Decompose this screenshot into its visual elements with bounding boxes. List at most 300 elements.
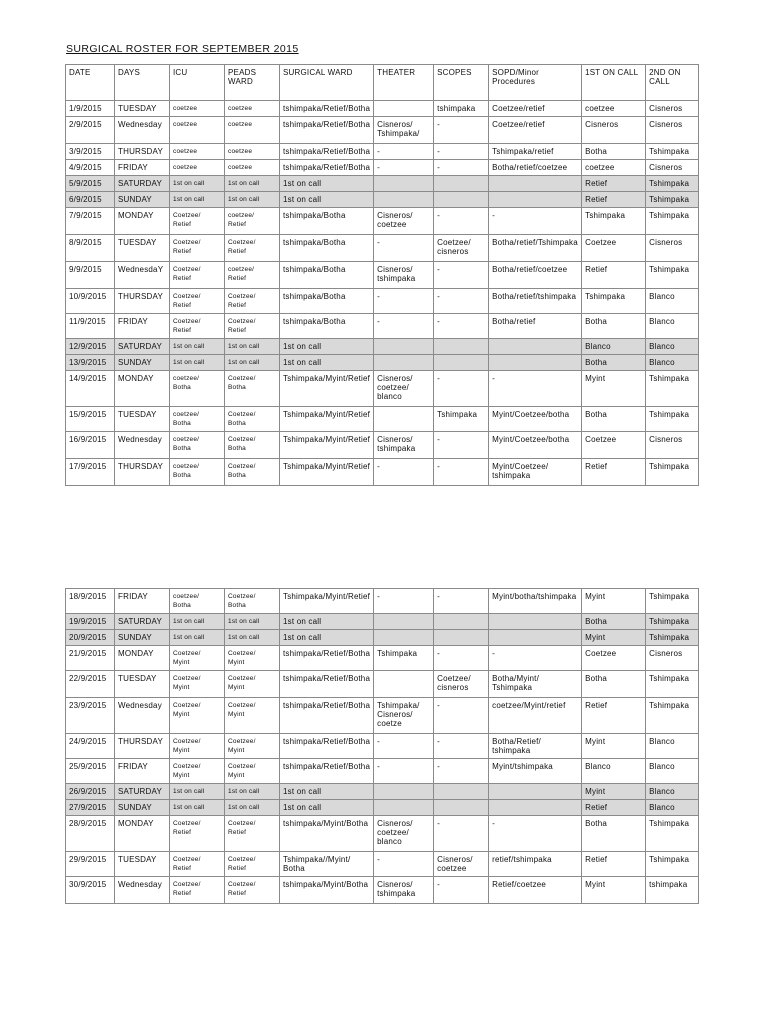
cell-icu: coetzee/ Botha	[170, 407, 225, 432]
table-row	[66, 371, 699, 407]
table-row	[66, 262, 699, 289]
cell-icu: Coetzee/ Retief	[170, 289, 225, 314]
cell-peads-ward: Coetzee/ Botha	[225, 432, 280, 459]
cell-icu: coetzee/ Botha	[170, 459, 225, 486]
cell-surgical-ward: tshimpaka/Botha	[280, 262, 374, 289]
cell-surgical-ward: tshimpaka/Botha	[280, 289, 374, 314]
cell-icu: coetzee	[170, 144, 225, 160]
table-row	[66, 759, 699, 784]
cell-theater: Cisneros/ tshimpaka	[374, 432, 434, 459]
cell-theater: Cisneros/ tshimpaka	[374, 262, 434, 289]
table-row	[66, 355, 699, 371]
cell-theater	[374, 671, 434, 698]
table-row	[66, 734, 699, 759]
cell-first-on-call: Botha	[582, 816, 646, 852]
cell-surgical-ward: 1st on call	[280, 176, 374, 192]
cell-icu: Coetzee/ Myint	[170, 698, 225, 734]
table-row	[66, 630, 699, 646]
cell-scopes: -	[434, 314, 489, 339]
cell-peads-ward: Coetzee/ Myint	[225, 734, 280, 759]
cell-first-on-call: Retief	[582, 192, 646, 208]
cell-day: SATURDAY	[115, 176, 170, 192]
cell-icu: 1st on call	[170, 630, 225, 646]
cell-peads-ward: 1st on call	[225, 176, 280, 192]
cell-scopes: -	[434, 759, 489, 784]
cell-day: MONDAY	[115, 371, 170, 407]
cell-scopes	[434, 355, 489, 371]
cell-scopes: -	[434, 432, 489, 459]
cell-scopes: -	[434, 289, 489, 314]
cell-scopes: -	[434, 117, 489, 144]
cell-second-on-call: Cisneros	[646, 646, 699, 671]
cell-surgical-ward: tshimpaka/Retief/Botha	[280, 759, 374, 784]
header-icu: ICU	[170, 65, 225, 101]
cell-date: 14/9/2015	[66, 371, 115, 407]
cell-sopd-minor: Botha/retief	[489, 314, 582, 339]
cell-sopd-minor: Myint/Coetzee/ tshimpaka	[489, 459, 582, 486]
header-date: DATE	[66, 65, 115, 101]
header-scopes: SCOPES	[434, 65, 489, 101]
cell-surgical-ward: tshimpaka/Botha	[280, 235, 374, 262]
cell-sopd-minor: -	[489, 646, 582, 671]
table-row	[66, 852, 699, 877]
cell-theater	[374, 355, 434, 371]
cell-date: 23/9/2015	[66, 698, 115, 734]
table-row	[66, 459, 699, 486]
cell-second-on-call: Blanco	[646, 339, 699, 355]
cell-scopes	[434, 630, 489, 646]
cell-peads-ward: Coetzee/ Retief	[225, 877, 280, 904]
cell-peads-ward: Coetzee/ Myint	[225, 671, 280, 698]
table-row	[66, 208, 699, 235]
cell-second-on-call: Tshimpaka	[646, 144, 699, 160]
cell-icu: 1st on call	[170, 614, 225, 630]
cell-sopd-minor	[489, 339, 582, 355]
cell-second-on-call: Blanco	[646, 759, 699, 784]
roster-table-2	[65, 588, 699, 904]
cell-first-on-call: Botha	[582, 144, 646, 160]
cell-sopd-minor: Botha/retief/tshimpaka	[489, 289, 582, 314]
cell-day: SUNDAY	[115, 192, 170, 208]
cell-theater: -	[374, 734, 434, 759]
cell-sopd-minor: Botha/Retief/ tshimpaka	[489, 734, 582, 759]
cell-first-on-call: Botha	[582, 355, 646, 371]
table-row	[66, 800, 699, 816]
cell-theater: Tshimpaka/ Cisneros/ coetze	[374, 698, 434, 734]
table-row	[66, 698, 699, 734]
cell-date: 15/9/2015	[66, 407, 115, 432]
cell-scopes	[434, 784, 489, 800]
cell-day: TUESDAY	[115, 235, 170, 262]
cell-first-on-call: Myint	[582, 589, 646, 614]
header-row	[66, 65, 699, 101]
cell-theater: -	[374, 235, 434, 262]
cell-scopes	[434, 192, 489, 208]
cell-theater: -	[374, 144, 434, 160]
cell-surgical-ward: 1st on call	[280, 800, 374, 816]
cell-day: MONDAY	[115, 208, 170, 235]
cell-peads-ward: 1st on call	[225, 784, 280, 800]
cell-day: FRIDAY	[115, 759, 170, 784]
cell-peads-ward: Coetzee/ Botha	[225, 407, 280, 432]
cell-second-on-call: Tshimpaka	[646, 589, 699, 614]
cell-sopd-minor: -	[489, 816, 582, 852]
table-row	[66, 339, 699, 355]
cell-second-on-call: Tshimpaka	[646, 176, 699, 192]
cell-date: 30/9/2015	[66, 877, 115, 904]
table-row	[66, 432, 699, 459]
header-theater: THEATER	[374, 65, 434, 101]
cell-peads-ward: Coetzee/ Retief	[225, 235, 280, 262]
table-row	[66, 816, 699, 852]
cell-second-on-call: Blanco	[646, 800, 699, 816]
cell-peads-ward: coetzee	[225, 101, 280, 117]
cell-icu: Coetzee/ Retief	[170, 852, 225, 877]
cell-theater	[374, 407, 434, 432]
cell-first-on-call: coetzee	[582, 101, 646, 117]
cell-day: SATURDAY	[115, 784, 170, 800]
cell-day: THURSDAY	[115, 459, 170, 486]
cell-surgical-ward: Tshimpaka//Myint/ Botha	[280, 852, 374, 877]
cell-first-on-call: Retief	[582, 459, 646, 486]
cell-theater: Cisneros/ coetzee/ blanco	[374, 371, 434, 407]
cell-day: FRIDAY	[115, 160, 170, 176]
table-row	[66, 671, 699, 698]
cell-date: 11/9/2015	[66, 314, 115, 339]
page-title: SURGICAL ROSTER FOR SEPTEMBER 2015	[66, 43, 299, 55]
cell-date: 12/9/2015	[66, 339, 115, 355]
header-first-on-call: 1ST ON CALL	[582, 65, 646, 101]
cell-surgical-ward: tshimpaka/Retief/Botha	[280, 646, 374, 671]
cell-scopes	[434, 614, 489, 630]
cell-sopd-minor: Retief/coetzee	[489, 877, 582, 904]
cell-first-on-call: Coetzee	[582, 235, 646, 262]
cell-sopd-minor	[489, 614, 582, 630]
header-day: DAYS	[115, 65, 170, 101]
cell-scopes	[434, 176, 489, 192]
cell-icu: 1st on call	[170, 355, 225, 371]
cell-day: THURSDAY	[115, 289, 170, 314]
cell-scopes	[434, 800, 489, 816]
cell-theater	[374, 192, 434, 208]
table-row	[66, 144, 699, 160]
cell-scopes: -	[434, 589, 489, 614]
cell-surgical-ward: 1st on call	[280, 614, 374, 630]
cell-theater	[374, 800, 434, 816]
table-row	[66, 784, 699, 800]
cell-day: THURSDAY	[115, 144, 170, 160]
table-row	[66, 589, 699, 614]
cell-surgical-ward: tshimpaka/Retief/Botha	[280, 101, 374, 117]
cell-day: Wednesday	[115, 432, 170, 459]
cell-day: TUESDAY	[115, 671, 170, 698]
cell-second-on-call: Blanco	[646, 784, 699, 800]
cell-sopd-minor: Myint/Coetzee/botha	[489, 432, 582, 459]
cell-icu: Coetzee/ Retief	[170, 877, 225, 904]
cell-theater: -	[374, 160, 434, 176]
table-row	[66, 646, 699, 671]
cell-first-on-call: Retief	[582, 800, 646, 816]
cell-second-on-call: Cisneros	[646, 432, 699, 459]
cell-first-on-call: Coetzee	[582, 646, 646, 671]
cell-peads-ward: 1st on call	[225, 355, 280, 371]
cell-sopd-minor: Botha/retief/Tshimpaka	[489, 235, 582, 262]
cell-scopes: Cisneros/ coetzee	[434, 852, 489, 877]
cell-sopd-minor: Botha/Myint/ Tshimpaka	[489, 671, 582, 698]
table-row	[66, 117, 699, 144]
cell-day: TUESDAY	[115, 101, 170, 117]
table-row	[66, 235, 699, 262]
cell-first-on-call: Botha	[582, 671, 646, 698]
cell-peads-ward: Coetzee/ Botha	[225, 589, 280, 614]
cell-second-on-call: Tshimpaka	[646, 262, 699, 289]
cell-surgical-ward: 1st on call	[280, 339, 374, 355]
cell-date: 26/9/2015	[66, 784, 115, 800]
cell-sopd-minor: -	[489, 208, 582, 235]
cell-scopes: -	[434, 371, 489, 407]
cell-date: 1/9/2015	[66, 101, 115, 117]
cell-date: 24/9/2015	[66, 734, 115, 759]
cell-surgical-ward: 1st on call	[280, 784, 374, 800]
cell-day: MONDAY	[115, 816, 170, 852]
cell-second-on-call: tshimpaka	[646, 877, 699, 904]
cell-date: 21/9/2015	[66, 646, 115, 671]
cell-icu: Coetzee/ Retief	[170, 208, 225, 235]
cell-peads-ward: coetzee	[225, 117, 280, 144]
cell-surgical-ward: Tshimpaka/Myint/Retief	[280, 371, 374, 407]
cell-icu: coetzee/ Botha	[170, 432, 225, 459]
cell-sopd-minor	[489, 176, 582, 192]
cell-icu: coetzee/ Botha	[170, 371, 225, 407]
cell-scopes: Tshimpaka	[434, 407, 489, 432]
cell-scopes: -	[434, 877, 489, 904]
cell-icu: 1st on call	[170, 800, 225, 816]
cell-peads-ward: Coetzee/ Myint	[225, 759, 280, 784]
cell-scopes: tshimpaka	[434, 101, 489, 117]
cell-icu: Coetzee/ Retief	[170, 314, 225, 339]
cell-scopes: -	[434, 646, 489, 671]
cell-day: MONDAY	[115, 646, 170, 671]
cell-sopd-minor	[489, 192, 582, 208]
cell-surgical-ward: tshimpaka/Retief/Botha	[280, 144, 374, 160]
cell-theater	[374, 630, 434, 646]
cell-scopes	[434, 339, 489, 355]
header-sopd-minor: SOPD/Minor Procedures	[489, 65, 582, 101]
cell-day: FRIDAY	[115, 314, 170, 339]
cell-sopd-minor	[489, 800, 582, 816]
cell-theater	[374, 176, 434, 192]
cell-scopes: -	[434, 160, 489, 176]
table-row	[66, 877, 699, 904]
table-row	[66, 160, 699, 176]
cell-peads-ward: Coetzee/ Retief	[225, 289, 280, 314]
cell-peads-ward: Coetzee/ Botha	[225, 459, 280, 486]
cell-scopes: -	[434, 262, 489, 289]
cell-icu: 1st on call	[170, 784, 225, 800]
cell-surgical-ward: Tshimpaka/Myint/Retief	[280, 407, 374, 432]
cell-surgical-ward: tshimpaka/Retief/Botha	[280, 698, 374, 734]
cell-theater: Tshimpaka	[374, 646, 434, 671]
cell-second-on-call: Blanco	[646, 289, 699, 314]
table-row	[66, 101, 699, 117]
cell-day: Wednesday	[115, 698, 170, 734]
cell-surgical-ward: tshimpaka/Botha	[280, 314, 374, 339]
cell-peads-ward: Coetzee/ Myint	[225, 698, 280, 734]
cell-first-on-call: Myint	[582, 630, 646, 646]
cell-day: SUNDAY	[115, 355, 170, 371]
cell-day: SATURDAY	[115, 339, 170, 355]
cell-second-on-call: Blanco	[646, 355, 699, 371]
cell-day: SUNDAY	[115, 800, 170, 816]
cell-first-on-call: Retief	[582, 262, 646, 289]
cell-first-on-call: Blanco	[582, 759, 646, 784]
cell-peads-ward: coetzee/ Retief	[225, 208, 280, 235]
cell-date: 22/9/2015	[66, 671, 115, 698]
cell-second-on-call: Tshimpaka	[646, 208, 699, 235]
cell-sopd-minor	[489, 355, 582, 371]
cell-first-on-call: Retief	[582, 852, 646, 877]
cell-first-on-call: Myint	[582, 734, 646, 759]
cell-sopd-minor: Botha/retief/coetzee	[489, 160, 582, 176]
cell-surgical-ward: 1st on call	[280, 192, 374, 208]
cell-day: SATURDAY	[115, 614, 170, 630]
cell-day: SUNDAY	[115, 630, 170, 646]
table-row	[66, 289, 699, 314]
cell-day: Wednesday	[115, 877, 170, 904]
cell-first-on-call: Retief	[582, 698, 646, 734]
cell-peads-ward: coetzee	[225, 144, 280, 160]
cell-date: 10/9/2015	[66, 289, 115, 314]
cell-date: 4/9/2015	[66, 160, 115, 176]
cell-date: 16/9/2015	[66, 432, 115, 459]
cell-theater: Cisneros/ coetzee	[374, 208, 434, 235]
cell-surgical-ward: tshimpaka/Retief/Botha	[280, 117, 374, 144]
cell-peads-ward: coetzee	[225, 160, 280, 176]
cell-icu: Coetzee/ Myint	[170, 646, 225, 671]
cell-date: 6/9/2015	[66, 192, 115, 208]
cell-second-on-call: Tshimpaka	[646, 698, 699, 734]
cell-second-on-call: Cisneros	[646, 235, 699, 262]
cell-sopd-minor: Myint/tshimpaka	[489, 759, 582, 784]
cell-sopd-minor	[489, 630, 582, 646]
cell-peads-ward: 1st on call	[225, 192, 280, 208]
cell-date: 18/9/2015	[66, 589, 115, 614]
cell-icu: Coetzee/ Retief	[170, 816, 225, 852]
cell-icu: Coetzee/ Myint	[170, 671, 225, 698]
cell-surgical-ward: Tshimpaka/Myint/Retief	[280, 432, 374, 459]
cell-surgical-ward: Tshimpaka/Myint/Retief	[280, 459, 374, 486]
cell-peads-ward: Coetzee/ Retief	[225, 314, 280, 339]
cell-scopes: -	[434, 734, 489, 759]
cell-peads-ward: 1st on call	[225, 614, 280, 630]
cell-surgical-ward: tshimpaka/Myint/Botha	[280, 877, 374, 904]
cell-icu: 1st on call	[170, 192, 225, 208]
cell-sopd-minor: Coetzee/retief	[489, 117, 582, 144]
cell-second-on-call: Tshimpaka	[646, 630, 699, 646]
cell-scopes: -	[434, 698, 489, 734]
cell-date: 2/9/2015	[66, 117, 115, 144]
cell-theater	[374, 339, 434, 355]
cell-theater: -	[374, 314, 434, 339]
cell-day: Wednesday	[115, 117, 170, 144]
cell-theater	[374, 784, 434, 800]
cell-theater: -	[374, 459, 434, 486]
cell-peads-ward: Coetzee/ Retief	[225, 852, 280, 877]
cell-surgical-ward: Tshimpaka/Myint/Retief	[280, 589, 374, 614]
cell-sopd-minor	[489, 784, 582, 800]
cell-sopd-minor: Myint/botha/tshimpaka	[489, 589, 582, 614]
cell-peads-ward: 1st on call	[225, 800, 280, 816]
cell-first-on-call: Botha	[582, 614, 646, 630]
cell-second-on-call: Blanco	[646, 314, 699, 339]
cell-sopd-minor: retief/tshimpaka	[489, 852, 582, 877]
cell-second-on-call: Tshimpaka	[646, 192, 699, 208]
cell-icu: coetzee/ Botha	[170, 589, 225, 614]
cell-date: 3/9/2015	[66, 144, 115, 160]
cell-second-on-call: Tshimpaka	[646, 407, 699, 432]
cell-theater: Cisneros/ Tshimpaka/	[374, 117, 434, 144]
cell-first-on-call: Coetzee	[582, 432, 646, 459]
cell-first-on-call: Myint	[582, 784, 646, 800]
cell-peads-ward: 1st on call	[225, 630, 280, 646]
cell-first-on-call: Tshimpaka	[582, 208, 646, 235]
cell-peads-ward: coetzee/ Retief	[225, 262, 280, 289]
cell-date: 27/9/2015	[66, 800, 115, 816]
cell-icu: 1st on call	[170, 339, 225, 355]
cell-surgical-ward: tshimpaka/Myint/Botha	[280, 816, 374, 852]
cell-second-on-call: Tshimpaka	[646, 371, 699, 407]
cell-peads-ward: Coetzee/ Myint	[225, 646, 280, 671]
cell-scopes: -	[434, 208, 489, 235]
cell-sopd-minor: coetzee/Myint/retief	[489, 698, 582, 734]
roster-table-1	[65, 64, 699, 486]
cell-first-on-call: Cisneros	[582, 117, 646, 144]
cell-sopd-minor: Coetzee/retief	[489, 101, 582, 117]
cell-date: 28/9/2015	[66, 816, 115, 852]
cell-first-on-call: Retief	[582, 176, 646, 192]
cell-second-on-call: Cisneros	[646, 117, 699, 144]
cell-date: 20/9/2015	[66, 630, 115, 646]
cell-icu: coetzee	[170, 117, 225, 144]
cell-date: 8/9/2015	[66, 235, 115, 262]
cell-scopes: Coetzee/ cisneros	[434, 235, 489, 262]
cell-date: 17/9/2015	[66, 459, 115, 486]
cell-theater: -	[374, 852, 434, 877]
cell-surgical-ward: tshimpaka/Retief/Botha	[280, 734, 374, 759]
cell-date: 19/9/2015	[66, 614, 115, 630]
cell-peads-ward: Coetzee/ Botha	[225, 371, 280, 407]
cell-second-on-call: Tshimpaka	[646, 459, 699, 486]
cell-surgical-ward: tshimpaka/Retief/Botha	[280, 671, 374, 698]
header-second-on-call: 2ND ON CALL	[646, 65, 699, 101]
cell-sopd-minor: -	[489, 371, 582, 407]
cell-day: THURSDAY	[115, 734, 170, 759]
cell-scopes: Coetzee/ cisneros	[434, 671, 489, 698]
cell-day: WednesdaY	[115, 262, 170, 289]
cell-icu: 1st on call	[170, 176, 225, 192]
cell-date: 9/9/2015	[66, 262, 115, 289]
cell-first-on-call: coetzee	[582, 160, 646, 176]
cell-second-on-call: Tshimpaka	[646, 852, 699, 877]
cell-peads-ward: 1st on call	[225, 339, 280, 355]
cell-second-on-call: Cisneros	[646, 160, 699, 176]
cell-icu: Coetzee/ Myint	[170, 759, 225, 784]
table-row	[66, 176, 699, 192]
cell-second-on-call: Tshimpaka	[646, 614, 699, 630]
cell-date: 7/9/2015	[66, 208, 115, 235]
table-row	[66, 192, 699, 208]
table-row	[66, 614, 699, 630]
